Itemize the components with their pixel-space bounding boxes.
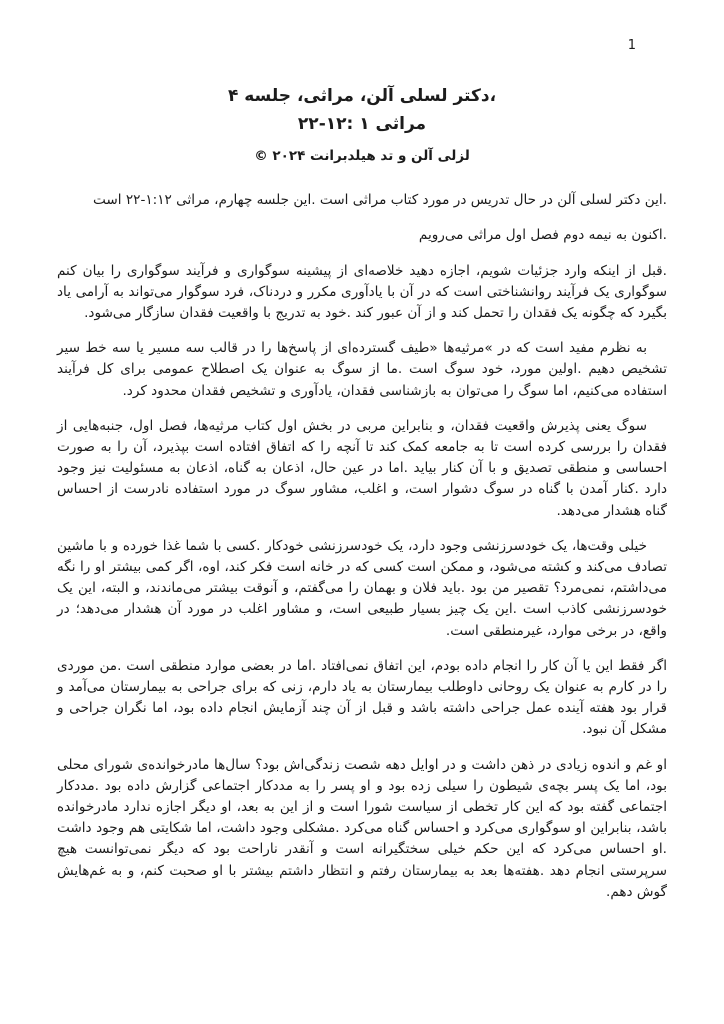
paragraph: .اکنون به نیمه دوم فصل اول مراثی می‌رویم	[418, 227, 667, 244]
paragraph: سوگ یعنی پذیرش واقعیت فقدان، و بنابراین مربی در بخش اول کتاب مرثیه‌ها، فصل اول، جنبه‌هایی از فقدان را بررسی کرده است تا به جامعه کمک کند تا آنچه را که اتفاق افتاده است بپذیرد، آن را به صورت احساسی و منطقی تصدیق و با آن کنار بیاید .اما در عین حال، اذعان به گناه، اذعان به مسئولیت نیز وجود دارد .کنار آمدن با گناه در سوگ دشوار است، و اغلب، مشاور سوگ در مورد استفاده نادرست از احساس گناه هشدار می‌دهد.	[57, 417, 667, 519]
page-number: 1	[627, 38, 636, 53]
document-content	[57, 82, 667, 917]
paragraph: خیلی وقت‌ها، یک خودسرزنشی وجود دارد، یک خودسرزنشی خودکار .کسی با شما غذا خورده و با ماشین تصادف می‌کند و کشته می‌شود، و ممکن است کسی که در خانه است فکر کند، اوه، اگر کمی بیشتر او را نگه می‌داشتم، نمی‌مرد؟ تقصیر من بود .باید فلان و بهمان را می‌گفتم، و آنوقت بیشتر می‌ماندند، و البته، این یک خودسرزنشی کاذب است .این یک چیز بسیار طبیعی است، و مشاور اغلب در مورد آن هشدار می‌دهد؛ در واقع، در برخی موارد، غیرمنطقی است.	[57, 537, 667, 639]
title-block	[57, 82, 667, 164]
paragraph: .قبل از اینکه وارد جزئیات شویم، اجازه دهید خلاصه‌ای از پیشینه سوگواری و فرآیند سوگواری را بیان کنم سوگواری یک فرآیند روانشناختی است که در آن با یادآوری مکرر و دردناک، فرد سوگوار می‌تواند به آرامی یاد بگیرد که چگونه یک فقدان را تحمل کند و از آن عبور کند .خود به تدریج با واقعیت فقدان سازگار می‌شود.	[57, 262, 667, 321]
paragraph: به نظرم مفید است که در »مرثیه‌ها «طیف گسترده‌ای از پاسخ‌ها را در قالب سه مسیر یا سه خط سیر تشخیص دهیم .اولین مورد، خود سوگ است .ما از سوگ به عنوان یک اصطلاح عمومی برای کل فرآیند استفاده می‌کنیم، اما سوگ را می‌توان به بازشناسی فقدان، یادآوری و تشخیص فقدان محدود کرد.	[57, 340, 667, 399]
copyright-line: لزلی آلن و تد هیلدبرانت ۲۰۲۴ ©	[254, 148, 470, 165]
paragraph: او غم و اندوه زیادی در ذهن داشت و در اوایل دهه شصت زندگی‌اش بود؟ سال‌ها مادرخوانده‌ی شورای محلی بود، اما یک پسر بچه‌ی شیطون را سیلی زده بود و او پسر را به مددکار اجتماعی گزارش داده بود .مددکار اجتماعی گفته بود که این کار تخطی از سیاست شورا است و از این به بعد، او دیگر اجازه ندارد مادرخوانده باشد، بنابراین او سوگواری می‌کرد و احساس گناه می‌کرد .مشکلی وجود داشت، اما شکایتی هم وجود داشت .او احساس می‌کرد که این حکم خیلی سختگیرانه است و آنقدر ناراحت بود که دیگر نمی‌توانست هیچ سرپرستی انجام دهد .هفته‌ها بعد به بیمارستان رفتم و انتظار داشتم بیشتر با او صحبت کنم، و به غم‌هایش گوش دهم.	[57, 756, 667, 900]
document-subtitle: مراثی ۱ :۱۲-۲۲	[297, 114, 427, 135]
paragraph: اگر فقط این یا آن کار را انجام داده بودم، این اتفاق نمی‌افتاد .اما در بعضی موارد منطقی است .من موردی را در کارم به عنوان یک روحانی داوطلب بیمارستان به یاد دارم، زنی که برای جراحی به بیمارستان می‌آمد و قرار بود هفته آینده عمل جراحی داشته باشد و قبل از آن چند آزمایش انجام داده بود، اما نگران جراحی و مشکل آن نبود.	[57, 657, 667, 738]
document-title: ،دکتر لسلی آلن، مراثی، جلسه ۴	[227, 86, 497, 106]
paragraph: .این دکتر لسلی آلن در حال تدریس در مورد کتاب مراثی است .این جلسه چهارم، مراثی ۱:۱۲-۲۲ است	[93, 192, 667, 209]
